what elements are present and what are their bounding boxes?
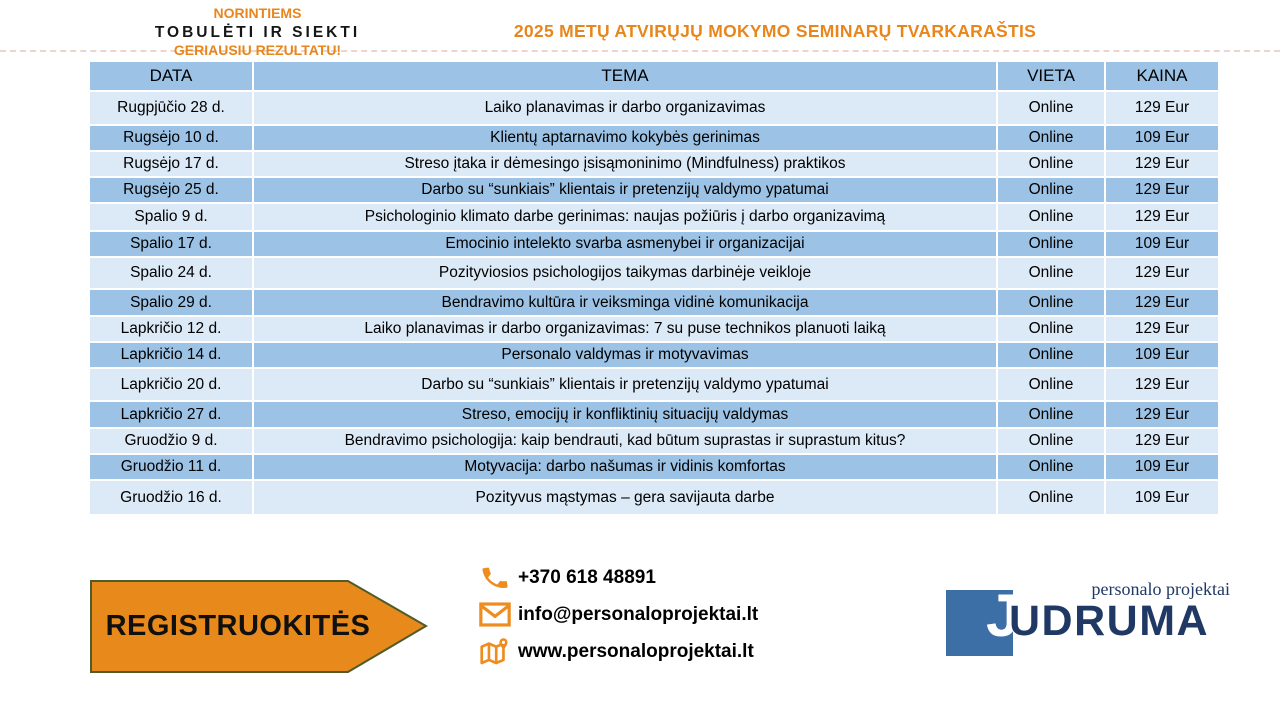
cell-date: Spalio 17 d. [90, 232, 252, 256]
table-row [90, 204, 1218, 230]
cell-date: Rugsėjo 10 d. [90, 126, 252, 150]
website-row [472, 635, 758, 668]
cell-date: Rugpjūčio 28 d. [90, 92, 252, 124]
motto-line-2: TOBULĖTI IR SIEKTI [154, 23, 361, 41]
cell-topic: Darbo su “sunkiais” klientais ir pretenzijų valdymo ypatumai [254, 178, 996, 202]
cell-place: Online [998, 343, 1104, 367]
cell-date: Lapkričio 20 d. [90, 369, 252, 400]
cell-price: 129 Eur [1106, 258, 1218, 288]
cell-place: Online [998, 232, 1104, 256]
register-button-label: REGISTRUOKITĖS [105, 610, 371, 642]
cell-price: 129 Eur [1106, 290, 1218, 315]
table-row [90, 455, 1218, 479]
cell-topic: Laiko planavimas ir darbo organizavimas: 7 su puse technikos planuoti laiką [254, 317, 996, 341]
page-title: 2025 METŲ ATVIRŲJŲ MOKYMO SEMINARŲ TVARKARAŠTIS [513, 21, 1037, 41]
cell-date: Gruodžio 11 d. [90, 455, 252, 479]
cell-place: Online [998, 429, 1104, 453]
table-row [90, 152, 1218, 176]
phone-number: +370 618 48891 [518, 566, 656, 588]
logo-tagline: personalo projektai [1091, 579, 1230, 599]
cell-date: Rugsėjo 25 d. [90, 178, 252, 202]
cell-price: 129 Eur [1106, 317, 1218, 341]
cell-price: 109 Eur [1106, 343, 1218, 367]
cell-topic: Bendravimo psichologija: kaip bendrauti, kad būtum suprastas ir suprastum kitus? [254, 429, 996, 453]
header-topic: TEMA [254, 62, 996, 90]
cell-price: 129 Eur [1106, 92, 1218, 124]
header-place: VIETA [998, 62, 1104, 90]
email-icon [472, 602, 518, 627]
email-row [472, 598, 758, 631]
seminar-table [90, 62, 1218, 516]
cell-price: 129 Eur [1106, 369, 1218, 400]
cell-date: Gruodžio 16 d. [90, 481, 252, 514]
cell-topic: Pozityvus mąstymas – gera savijauta darbe [254, 481, 996, 514]
cell-date: Rugsėjo 17 d. [90, 152, 252, 176]
motto-line-1: NORINTIEMS [213, 5, 302, 21]
cell-topic: Laiko planavimas ir darbo organizavimas [254, 92, 996, 124]
phone-icon [472, 563, 518, 593]
table-row [90, 178, 1218, 202]
table-row [90, 317, 1218, 341]
cell-price: 129 Eur [1106, 152, 1218, 176]
cell-place: Online [998, 258, 1104, 288]
table-row [90, 126, 1218, 150]
cell-place: Online [998, 369, 1104, 400]
cell-topic: Darbo su “sunkiais” klientais ir pretenzijų valdymo ypatumai [254, 369, 996, 400]
cell-price: 109 Eur [1106, 455, 1218, 479]
cell-place: Online [998, 126, 1104, 150]
cell-place: Online [998, 92, 1104, 124]
map-icon [472, 637, 518, 666]
cell-date: Spalio 29 d. [90, 290, 252, 315]
cell-date: Lapkričio 14 d. [90, 343, 252, 367]
table-row [90, 343, 1218, 367]
cell-place: Online [998, 152, 1104, 176]
table-row [90, 369, 1218, 400]
cell-place: Online [998, 402, 1104, 427]
cell-price: 129 Eur [1106, 402, 1218, 427]
cell-date: Spalio 9 d. [90, 204, 252, 230]
cell-topic: Bendravimo kultūra ir veiksminga vidinė komunikacija [254, 290, 996, 315]
table-row [90, 92, 1218, 124]
table-row [90, 258, 1218, 288]
cell-topic: Motyvacija: darbo našumas ir vidinis komfortas [254, 455, 996, 479]
table-row [90, 232, 1218, 256]
email-address[interactable]: info@personaloprojektai.lt [518, 603, 759, 625]
table-row [90, 402, 1218, 427]
cell-price: 109 Eur [1106, 126, 1218, 150]
table-header-row [90, 62, 1218, 90]
cell-place: Online [998, 204, 1104, 230]
cell-date: Spalio 24 d. [90, 258, 252, 288]
cell-place: Online [998, 481, 1104, 514]
contact-block [472, 561, 758, 672]
website-url[interactable]: www.personaloprojektai.lt [518, 640, 754, 662]
header-price: KAINA [1106, 62, 1218, 90]
cell-place: Online [998, 290, 1104, 315]
table-row [90, 290, 1218, 315]
logo-wordmark: UDRUMA [1009, 597, 1210, 645]
cell-price: 109 Eur [1106, 481, 1218, 514]
header-date: DATA [90, 62, 252, 90]
phone-row [472, 561, 758, 594]
logo-letter-j: J [986, 582, 1020, 649]
cell-price: 109 Eur [1106, 232, 1218, 256]
motto-line-3: GERIAUSIU REZULTATU! [173, 41, 342, 58]
cell-price: 129 Eur [1106, 204, 1218, 230]
table-row [90, 481, 1218, 514]
table-row [90, 429, 1218, 453]
company-logo [946, 578, 1232, 664]
cell-topic: Streso, emocijų ir konfliktinių situacijų valdymas [254, 402, 996, 427]
cell-date: Lapkričio 27 d. [90, 402, 252, 427]
register-button[interactable] [90, 580, 428, 673]
cell-price: 129 Eur [1106, 178, 1218, 202]
cell-topic: Emocinio intelekto svarba asmenybei ir organizacijai [254, 232, 996, 256]
cell-place: Online [998, 178, 1104, 202]
cell-topic: Personalo valdymas ir motyvavimas [254, 343, 996, 367]
cell-date: Gruodžio 9 d. [90, 429, 252, 453]
cell-topic: Streso įtaka ir dėmesingo įsisąmoninimo (Mindfulness) praktikos [254, 152, 996, 176]
cell-place: Online [998, 317, 1104, 341]
cell-date: Lapkričio 12 d. [90, 317, 252, 341]
cell-topic: Psichologinio klimato darbe gerinimas: naujas požiūris į darbo organizavimą [254, 204, 996, 230]
cell-topic: Klientų aptarnavimo kokybės gerinimas [254, 126, 996, 150]
motto-block [115, 5, 400, 59]
cell-place: Online [998, 455, 1104, 479]
cell-price: 129 Eur [1106, 429, 1218, 453]
cell-topic: Pozityviosios psichologijos taikymas darbinėje veikloje [254, 258, 996, 288]
